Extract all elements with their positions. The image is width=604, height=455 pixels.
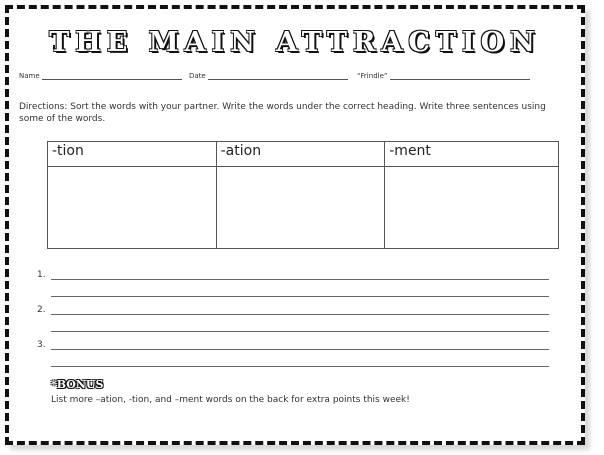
column-heading-ment: -ment xyxy=(385,142,559,167)
worksheet-title: THE MAIN ATTRACTION xyxy=(49,27,541,58)
sentence-number-1: 1. xyxy=(37,270,46,280)
worksheet-page xyxy=(5,5,585,445)
column-area-tion[interactable] xyxy=(48,167,217,249)
column-heading-ation: -ation xyxy=(216,142,385,167)
date-label: Date xyxy=(189,72,206,80)
column-area-ment[interactable] xyxy=(385,167,559,249)
bonus-instructions: List more –ation, -tion, and –ment words on the back for extra points this week! xyxy=(51,395,410,405)
sentence-number-3: 3. xyxy=(37,340,46,350)
column-area-ation[interactable] xyxy=(216,167,385,249)
bonus-heading: *BONUS xyxy=(51,378,104,391)
sentence-line[interactable] xyxy=(51,314,549,315)
date-blank[interactable] xyxy=(208,73,348,80)
sentence-line[interactable] xyxy=(51,349,549,350)
directions-text: Directions: Sort the words with your partner. Write the words under the correct heading. Write three sentences using some of the words. xyxy=(19,102,546,124)
name-field[interactable] xyxy=(19,72,182,80)
name-blank[interactable] xyxy=(42,73,182,80)
sentence-line[interactable] xyxy=(51,279,549,280)
sentence-line[interactable] xyxy=(51,296,549,297)
sentence-number-2: 2. xyxy=(37,305,46,315)
date-field[interactable] xyxy=(189,72,348,80)
sentence-line[interactable] xyxy=(51,366,549,367)
book-field[interactable] xyxy=(357,72,530,80)
book-blank[interactable] xyxy=(390,73,530,80)
sort-table xyxy=(47,141,559,249)
book-label: “Frindle” xyxy=(357,72,388,80)
sentence-line[interactable] xyxy=(51,331,549,332)
name-label: Name xyxy=(19,72,40,80)
column-heading-tion: -tion xyxy=(48,142,217,167)
